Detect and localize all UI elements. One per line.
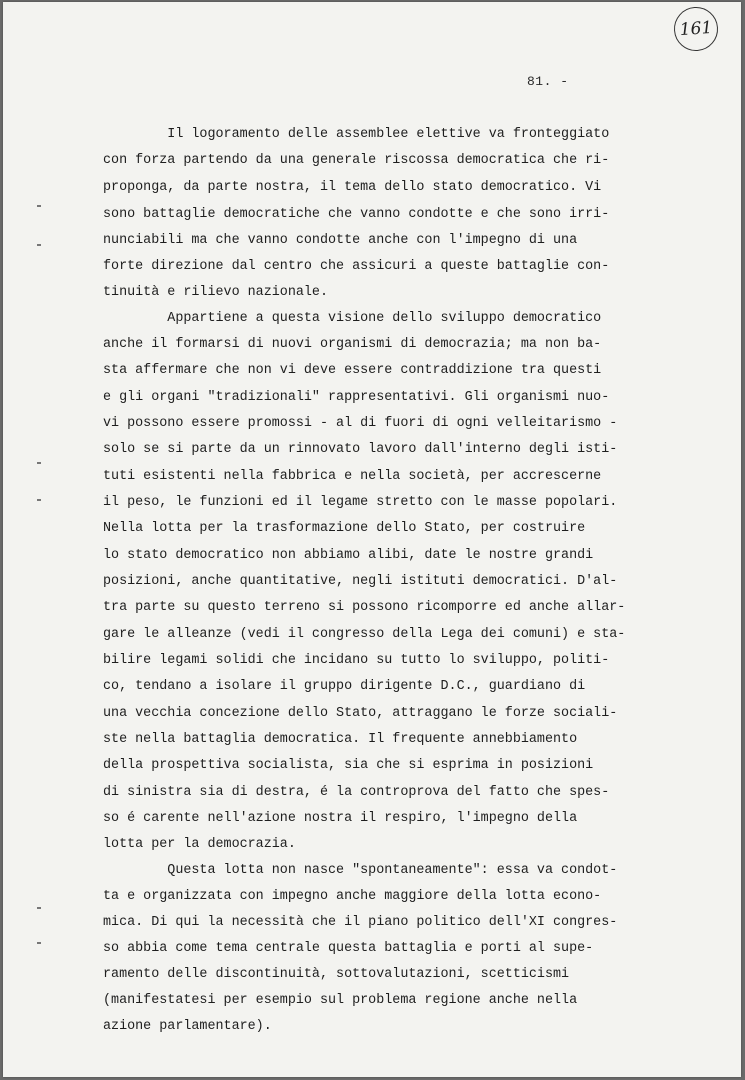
text-line: Nella lotta per la trasformazione dello Stato, per costruire xyxy=(103,521,586,536)
text-line: (manifestatesi per esempio sul problema regione anche nella xyxy=(103,993,578,1008)
text-line: e gli organi "tradizionali" rappresentativi. Gli organismi nuo- xyxy=(103,390,610,405)
margin-mark xyxy=(37,942,41,944)
text-line: di sinistra sia di destra, é la controprova del fatto che spes- xyxy=(103,785,610,800)
text-line: lotta per la democrazia. xyxy=(103,837,296,852)
text-line: anche il formarsi di nuovi organismi di democrazia; ma non ba- xyxy=(103,337,602,352)
text-line: Il logoramento delle assemblee elettive va fronteggiato xyxy=(103,127,610,142)
text-line: vi possono essere promossi - al di fuori di ogni velleitarismo - xyxy=(103,416,618,431)
page-number: 81. - xyxy=(527,74,569,89)
margin-mark xyxy=(37,499,41,501)
text-line: ramento delle discontinuità, sottovalutazioni, scetticismi xyxy=(103,967,570,982)
text-line: so abbia come tema centrale questa battaglia e porti al supe- xyxy=(103,941,594,956)
text-line: tra parte su questo terreno si possono ricomporre ed anche allar- xyxy=(103,600,626,615)
text-line: co, tendano a isolare il gruppo dirigente D.C., guardiano di xyxy=(103,679,586,694)
text-line: azione parlamentare). xyxy=(103,1019,272,1034)
archive-stamp: 161 xyxy=(673,6,720,53)
text-line: lo stato democratico non abbiamo alibi, date le nostre grandi xyxy=(103,548,594,563)
text-line: ta e organizzata con impegno anche maggiore della lotta econo- xyxy=(103,889,602,904)
text-line: il peso, le funzioni ed il legame stretto con le masse popolari. xyxy=(103,495,618,510)
text-line: della prospettiva socialista, sia che si esprima in posizioni xyxy=(103,758,594,773)
text-line: ste nella battaglia democratica. Il frequente annebbiamento xyxy=(103,732,578,747)
text-line: una vecchia concezione dello Stato, attraggano le forze sociali- xyxy=(103,706,618,721)
text-line: nunciabili ma che vanno condotte anche con l'impegno di una xyxy=(103,233,578,248)
text-line: forte direzione dal centro che assicuri a queste battaglie con- xyxy=(103,259,610,274)
margin-mark xyxy=(37,244,41,246)
text-line: gare le alleanze (vedi il congresso della Lega dei comuni) e sta- xyxy=(103,627,626,642)
document-page xyxy=(3,2,741,1077)
text-line: posizioni, anche quantitative, negli istituti democratici. D'al- xyxy=(103,574,618,589)
text-line: Questa lotta non nasce "spontaneamente": essa va condot- xyxy=(103,863,618,878)
text-line: tinuità e rilievo nazionale. xyxy=(103,285,328,300)
margin-mark xyxy=(37,205,41,207)
text-line: con forza partendo da una generale riscossa democratica che ri- xyxy=(103,153,610,168)
text-line: sono battaglie democratiche che vanno condotte e che sono irri- xyxy=(103,207,610,222)
text-line: Appartiene a questa visione dello sviluppo democratico xyxy=(103,311,602,326)
text-line: proponga, da parte nostra, il tema dello stato democratico. Vi xyxy=(103,180,602,195)
text-line: bilire legami solidi che incidano su tutto lo sviluppo, politi- xyxy=(103,653,610,668)
text-line: tuti esistenti nella fabbrica e nella società, per accrescerne xyxy=(103,469,602,484)
text-line: so é carente nell'azione nostra il respiro, l'impegno della xyxy=(103,811,578,826)
text-line: solo se si parte da un rinnovato lavoro dall'interno degli isti- xyxy=(103,442,618,457)
text-line: mica. Di qui la necessità che il piano politico dell'XI congres- xyxy=(103,915,618,930)
margin-mark xyxy=(37,462,41,464)
text-line: sta affermare che non vi deve essere contraddizione tra questi xyxy=(103,363,602,378)
margin-mark xyxy=(37,907,41,909)
